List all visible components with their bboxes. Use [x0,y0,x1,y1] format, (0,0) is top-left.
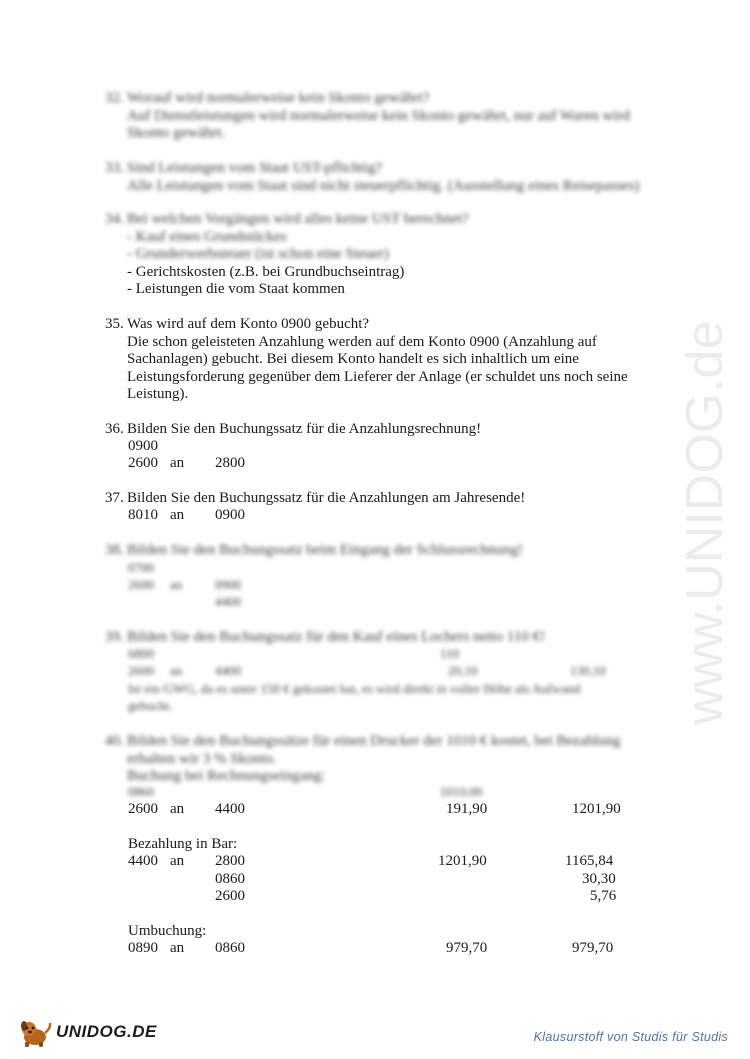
question-text: Sind Leistungen vom Staat UST-pflichtig? [127,160,383,176]
booking-account: 6800 [128,646,154,661]
booking-account: 0900 [128,438,158,454]
question-text: Was wird auf dem Konto 0900 gebucht? [127,316,370,332]
booking-account: 2600 [128,801,158,817]
booking-account: 2600 [128,455,158,471]
answer-line: Skonto gewährt. [127,125,226,141]
question-37 [105,490,526,508]
dog-icon [18,1018,54,1048]
booking-an: an [170,663,183,678]
answer-line: - Leistungen die vom Staat kommen [127,281,345,297]
answer-line: - Gerichtskosten (z.B. bei Grundbuchseintrag) [127,263,405,280]
booking-amount: 110 [440,646,460,661]
booking-account: 2600 [215,888,245,904]
booking-amount: 979,70 [572,940,614,956]
booking-amount: 130,10 [570,663,606,678]
answer-line: gebucht. [128,698,173,713]
question-36 [105,421,482,439]
booking-an: an [170,507,185,523]
question-text: Bilden Sie den Buchungssatz für die Anzahlungsrechnung! [127,421,482,437]
booking-account: 0900 [215,577,241,592]
question-number: 35. [105,316,124,332]
booking-an: an [170,940,185,956]
booking-account: 4400 [128,853,158,869]
booking-account: 0900 [215,507,245,523]
question-33 [105,160,640,194]
answer-line: Die schon geleisteten Anzahlung werden auf dem Konto 0900 (Anzahlung auf [127,333,597,350]
booking-amount: 20,10 [448,663,478,678]
sub-heading: Buchung bei Rechnungseingang: [127,768,326,784]
booking-account: 8010 [128,507,158,523]
question-number: 37. [105,490,124,506]
question-text: Bilden Sie den Buchungssatz für den Kauf eines Lochers netto 110 €! [127,629,546,645]
booking-account: 0860 [215,940,245,956]
booking-account: 2800 [215,853,245,869]
question-number: 36. [105,421,124,437]
booking-account: 0860 [128,784,154,799]
booking-account: 2800 [215,455,245,471]
question-text: Bilden Sie den Buchungssatz für die Anzahlungen am Jahresende! [127,490,526,506]
unidog-logo [18,1018,168,1048]
answer-line: - Kauf eines Grundstückes [127,228,287,245]
booking-account: 2600 [128,577,154,592]
booking-account: 0700 [128,560,154,575]
answer-line: Leistung). [127,386,189,402]
question-32 [105,90,630,141]
answer-line: Auf Dienstleistungen wird normalerweise kein Skonto gewährt, nur auf Waren wird [127,107,630,124]
question-number: 34. [105,211,124,227]
answer-line: - Grunderwerbsteuer (ist schon eine Steuer) [127,246,389,262]
booking-account: 0860 [215,871,245,887]
watermark [660,280,750,740]
booking-an: an [170,455,185,471]
answer-line: Ist ein GWG, da es unter 150 € gekostet hat, es wird direkt in voller Höhe als Aufwand [128,681,581,696]
booking-amount: 1010,00 [440,784,483,799]
booking-amount: 1201,90 [438,853,487,869]
question-text: Bei welchen Vorgängen wird alles keine UST berechnet? [127,211,469,227]
question-number: 39. [105,629,124,645]
question-35 [105,316,628,402]
answer-line: Sachanlagen) gebucht. Bei diesem Konto handelt es sich inhaltlich um eine [127,351,579,367]
question-number: 33. [105,160,124,176]
booking-amount: 5,76 [590,888,617,904]
booking-amount: 1165,84 [565,853,614,869]
question-text: erhalten wir 3 % Skonto. [127,750,277,767]
answer-line: Alle Leistungen vom Staat sind nicht steuerpflichtig. (Ausstellung eines Reisepasses) [127,177,640,194]
booking-account: 4400 [215,594,241,609]
sub-heading: Umbuchung: [128,923,207,939]
question-number: 38. [105,542,124,558]
sub-heading: Bezahlung in Bar: [128,836,238,852]
footer-tagline: Klausurstoff von Studis für Studis [533,1030,728,1044]
booking-amount: 30,30 [582,871,616,887]
logo-text: UNIDOG.DE [56,1022,157,1041]
answer-line: Leistungsforderung gegenüber dem Lieferer der Anlage (er schuldet uns noch seine [127,368,628,385]
booking-amount: 191,90 [446,801,488,817]
booking-account: 2600 [128,663,154,678]
question-text: Worauf wird normalerweise kein Skonto gewährt? [127,90,430,106]
booking-an: an [170,853,185,869]
question-number: 40. [105,733,124,749]
question-number: 32. [105,90,124,106]
booking-amount: 979,70 [446,940,488,956]
booking-account: 0890 [128,940,158,956]
watermark-text: www.UNIDOG.de [676,320,734,725]
question-text: Bilden Sie den Buchungssätze für einen Drucker der 1010 € kostet, bei Bezahlung [127,733,621,749]
question-34 [105,211,469,297]
booking-account: 4400 [215,663,241,678]
booking-an: an [170,801,185,817]
question-text: Bilden Sie den Buchungssatz beim Eingang der Schlussrechnung! [127,542,524,558]
booking-amount: 1201,90 [572,801,621,817]
booking-account: 4400 [215,801,245,817]
booking-an: an [170,577,183,592]
